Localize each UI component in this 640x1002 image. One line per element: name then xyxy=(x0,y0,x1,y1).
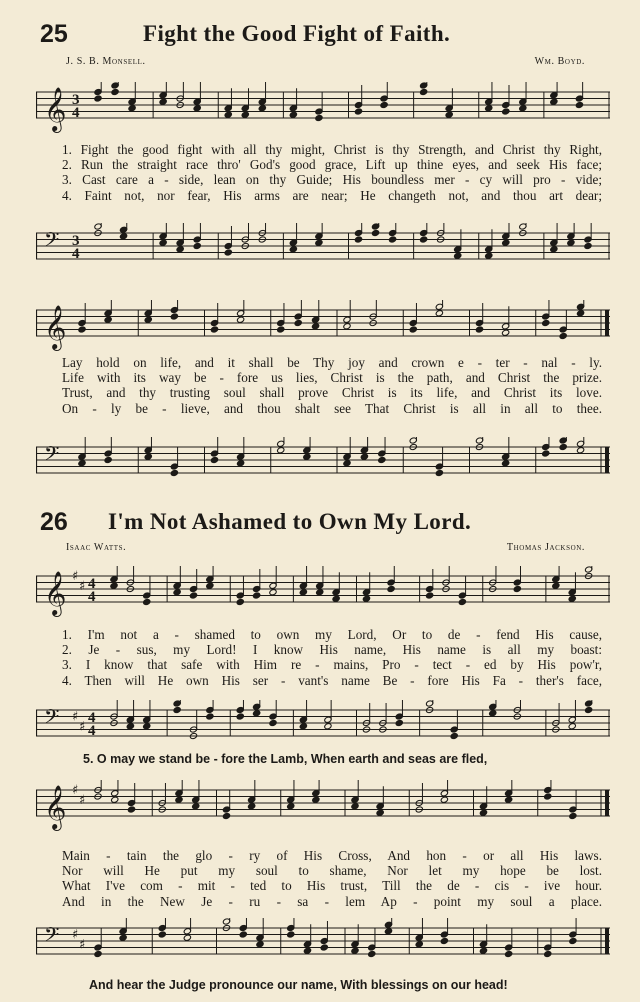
bass-clef-icon: 𝄢 xyxy=(44,922,60,951)
note-head xyxy=(426,592,434,599)
note-head xyxy=(577,310,585,317)
bass-clef-icon: 𝄢 xyxy=(44,227,60,256)
note-head xyxy=(440,796,448,803)
lyric-line: 1. Fight the good fight with all thy might, Christ is thy Strength, and Christ thy Right, xyxy=(62,142,602,157)
bass-clef-icon: 𝄢 xyxy=(44,704,60,733)
music-notation xyxy=(36,780,610,832)
note-head xyxy=(110,582,118,589)
bass-staff xyxy=(36,437,610,489)
note-head xyxy=(320,944,328,951)
bass-staff xyxy=(36,700,610,752)
note-head xyxy=(144,453,152,460)
sharp-icon: ♯ xyxy=(79,792,86,808)
time-signature-digit: 4 xyxy=(72,105,80,121)
bass-staff xyxy=(36,918,610,970)
bass-staff xyxy=(36,223,610,275)
sharp-icon: ♯ xyxy=(79,719,86,735)
music-notation xyxy=(36,223,610,275)
note-head xyxy=(111,796,119,803)
note-head xyxy=(236,713,244,720)
note-head xyxy=(128,105,136,112)
lyrics-block xyxy=(62,627,602,688)
lyric-line: 2. Run the straight race thro' God's good grace, Lift up thine eyes, and seek His face; xyxy=(62,157,602,173)
lyric-line: Trust, and thy trusting soul shall prove Christ is its life, and Christ its love. xyxy=(62,385,602,401)
verse-five-line: 5. O may we stand be - fore the Lamb, When earth and seas are fled, xyxy=(83,752,488,766)
note-head xyxy=(120,233,128,240)
time-signature-digit: 3 xyxy=(72,92,80,108)
music-notation xyxy=(36,437,610,489)
time-signature-digit: 4 xyxy=(88,710,96,726)
lyrics-block xyxy=(62,848,602,909)
treble-clef-icon: 𝄞 xyxy=(44,87,67,131)
composer-credit: Thomas Jackson. xyxy=(506,542,585,553)
note-head xyxy=(378,456,386,463)
lyric-line: And in the New Je - ru - sa - lem Ap - point my soul a place. xyxy=(62,893,602,909)
time-signature-digit: 4 xyxy=(88,576,96,592)
note-head xyxy=(94,95,102,102)
lyric-line: Life with its way be - fore us lies, Christ is the path, and Christ the prize. xyxy=(62,370,602,386)
note-head xyxy=(559,443,567,450)
note-head xyxy=(78,326,86,333)
lyric-line: 3. Cast care a - side, lean on thy Guide; His boundless mer - cy will pro - vide; xyxy=(62,172,602,188)
hymn-number: 25 xyxy=(40,20,68,48)
lyric-line: What I've com - mit - ted to His trust, Till the de - cis - ive hour. xyxy=(62,878,602,894)
note-head xyxy=(253,710,261,717)
lyric-line: Nor will He put my soul to shame, Nor let my hope be lost. xyxy=(62,863,602,879)
note-head xyxy=(119,934,127,941)
lyrics-block xyxy=(62,355,602,416)
lyric-line: Main - tain the glo - ry of His Cross, And hon - or all His laws. xyxy=(62,848,602,863)
lyric-line: 4. Then will He own His ser - vant's name Be - fore His Fa - ther's face, xyxy=(62,672,602,688)
time-signature-digit: 4 xyxy=(88,723,96,739)
note-head xyxy=(440,937,448,944)
note-head xyxy=(237,460,245,467)
note-head xyxy=(552,582,560,589)
note-head xyxy=(299,589,307,596)
lyrics-block xyxy=(62,142,602,203)
music-notation xyxy=(36,566,610,618)
note-head xyxy=(502,108,510,115)
lyric-line: 3. I know that safe with Him re - mains, Pro - tect - ed by His pow'r, xyxy=(62,657,602,673)
note-head xyxy=(303,453,311,460)
lyric-line: On - ly be - lieve, and thou shalt see That Christ is all in all to thee. xyxy=(62,400,602,416)
hymn-number: 26 xyxy=(40,508,68,536)
sharp-icon: ♯ xyxy=(79,578,86,594)
note-head xyxy=(158,931,166,938)
note-head xyxy=(371,229,379,236)
note-head xyxy=(159,239,167,246)
note-head xyxy=(173,706,181,713)
note-head xyxy=(253,592,261,599)
note-head xyxy=(384,928,392,935)
treble-staff xyxy=(36,300,610,352)
treble-clef-icon: 𝄞 xyxy=(44,305,67,349)
note-head xyxy=(502,239,510,246)
note-head xyxy=(176,246,184,253)
lyricist-credit: J. S. B. Monsell. xyxy=(66,56,146,67)
lyric-line: 2. Je - sus, my Lord! I know His name, His name is all my boast: xyxy=(62,642,602,658)
note-head xyxy=(312,323,320,330)
note-head xyxy=(435,310,443,317)
note-head xyxy=(585,706,593,713)
sharp-icon: ♯ xyxy=(72,569,79,584)
note-head xyxy=(395,719,403,726)
music-notation xyxy=(36,918,610,970)
treble-clef-icon: 𝄞 xyxy=(44,571,67,615)
note-head xyxy=(577,447,585,454)
note-head xyxy=(420,88,428,95)
note-head xyxy=(316,589,324,596)
treble-staff xyxy=(36,82,610,134)
treble-staff xyxy=(36,780,610,832)
note-head xyxy=(206,713,214,720)
lyricist-credit: Isaac Watts. xyxy=(66,542,127,553)
note-head xyxy=(210,326,218,333)
note-head xyxy=(485,105,493,112)
note-head xyxy=(513,585,521,592)
note-head xyxy=(170,313,178,320)
hymn-title: I'm Not Ashamed to Own My Lord. xyxy=(108,509,472,534)
verse-five-line: And hear the Judge pronounce our name, With blessings on our head! xyxy=(89,978,508,992)
note-head xyxy=(489,710,497,717)
time-signature-digit: 3 xyxy=(72,233,80,249)
note-head xyxy=(144,316,152,323)
note-head xyxy=(409,326,417,333)
note-head xyxy=(277,447,285,454)
note-head xyxy=(542,319,550,326)
time-signature-digit: 4 xyxy=(88,589,96,605)
note-head xyxy=(354,108,362,115)
note-head xyxy=(269,589,277,596)
note-head xyxy=(315,239,323,246)
sharp-icon: ♯ xyxy=(72,927,79,943)
composer-credit: Wm. Boyd. xyxy=(534,56,585,67)
note-head xyxy=(193,242,201,249)
note-head xyxy=(111,88,119,95)
note-head xyxy=(143,723,151,730)
note-head xyxy=(78,460,86,467)
note-head xyxy=(519,105,527,112)
bass-clef-icon: 𝄢 xyxy=(44,441,60,470)
lyric-line: 1. I'm not a - shamed to own my Lord, Or to de - fend His cause, xyxy=(62,627,602,642)
music-notation xyxy=(36,700,610,752)
time-signature-digit: 4 xyxy=(72,246,80,262)
sharp-icon: ♯ xyxy=(79,937,86,953)
sharp-icon: ♯ xyxy=(72,783,79,798)
lyric-line: 4. Faint not, nor fear, His arms are near; He changeth not, and thou art dear; xyxy=(62,187,602,203)
note-head xyxy=(575,101,583,108)
sharp-icon: ♯ xyxy=(72,709,79,725)
music-notation xyxy=(36,300,610,352)
hymn-title: Fight the Good Fight of Faith. xyxy=(143,21,451,46)
music-notation xyxy=(36,82,610,134)
treble-staff xyxy=(36,566,610,618)
note-head xyxy=(389,236,397,243)
note-head xyxy=(269,719,277,726)
treble-clef-icon: 𝄞 xyxy=(44,785,67,829)
note-head xyxy=(544,793,552,800)
lyric-line: Lay hold on life, and it shall be Thy joy and crown e - ter - nal - ly. xyxy=(62,355,602,370)
